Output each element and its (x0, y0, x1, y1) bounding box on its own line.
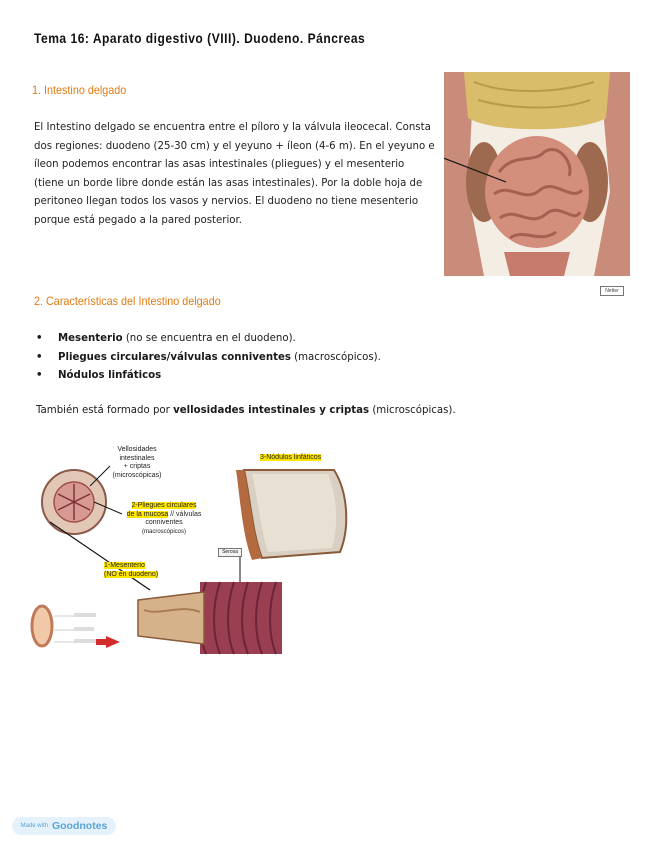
list-item (36, 367, 381, 386)
also-post-text: (microscópicas). (369, 405, 456, 416)
list-item (36, 349, 381, 368)
label-circular-folds: 2-Pliegues circulares de la mucosa // válvulas conniventes (macroscópicos) (126, 502, 202, 535)
list-item-bold: Mesenterio (58, 333, 123, 344)
intestine-layers-diagram (30, 440, 370, 670)
nodule-segment (236, 470, 346, 560)
section-1-heading: 1. Intestino delgado (32, 83, 127, 97)
brand-text: Goodnotes (51, 820, 108, 832)
characteristics-list (36, 330, 381, 386)
muscle-segment (200, 556, 282, 654)
also-formed-by-line (36, 402, 456, 420)
list-item-rest: (no se encuentra en el duodeno). (122, 333, 296, 344)
list-item-bold: Nódulos linfáticos (58, 370, 162, 381)
abdomen-figure-svg (444, 72, 630, 276)
label-lymph-nodules: 3-Nódulos linfáticos (260, 454, 322, 461)
bullet-symbol: • (36, 370, 43, 381)
label-mesentery: 1-Mesenterio (NO en duodeno) (104, 562, 159, 578)
mesentery-tube (32, 592, 204, 648)
section-1-paragraph: El Intestino delgado se encuentra entre el píloro y la válvula ileocecal. Consta dos regiones: duodeno (25-30 cm) y el yeyuno + íleon (4-6 m). En el yeyuno e íleon podemos encontrar las asas intestinales (pliegues) y el mesenterio (tiene un borde libre donde están las asas intestinales). Por la doble hoja de peritoneo llegan todos los vasos y nervios. El duodeno no tiene mesenterio porque está pegado a la pared posterior. (34, 122, 435, 226)
label-villi: Vellosidades intestinales + criptas (microscópicas) (112, 446, 162, 479)
red-arrow-icon (96, 636, 120, 648)
list-item-rest: (macroscópicos). (290, 351, 381, 363)
list-item-bold: Pliegues circulares/válvulas conniventes (58, 351, 291, 363)
list-item (36, 330, 381, 349)
also-bold-text: vellosidades intestinales y criptas (173, 405, 370, 416)
bullet-symbol: • (36, 333, 43, 344)
goodnotes-badge[interactable] (12, 817, 116, 835)
figure-credit-label: Netter (600, 286, 624, 296)
also-pre-text: También está formado por (36, 405, 174, 416)
page-title: Tema 16: Aparato digestivo (VIII). Duodeno. Páncreas (34, 30, 366, 46)
abdomen-illustration (444, 72, 630, 276)
label-serosa: Serosa (218, 548, 242, 557)
section-2-heading: 2. Características del Intestino delgado (34, 294, 221, 308)
intestine-diagram-svg (30, 440, 370, 670)
made-with-text: Made with (20, 823, 48, 829)
bullet-symbol: • (36, 351, 43, 363)
